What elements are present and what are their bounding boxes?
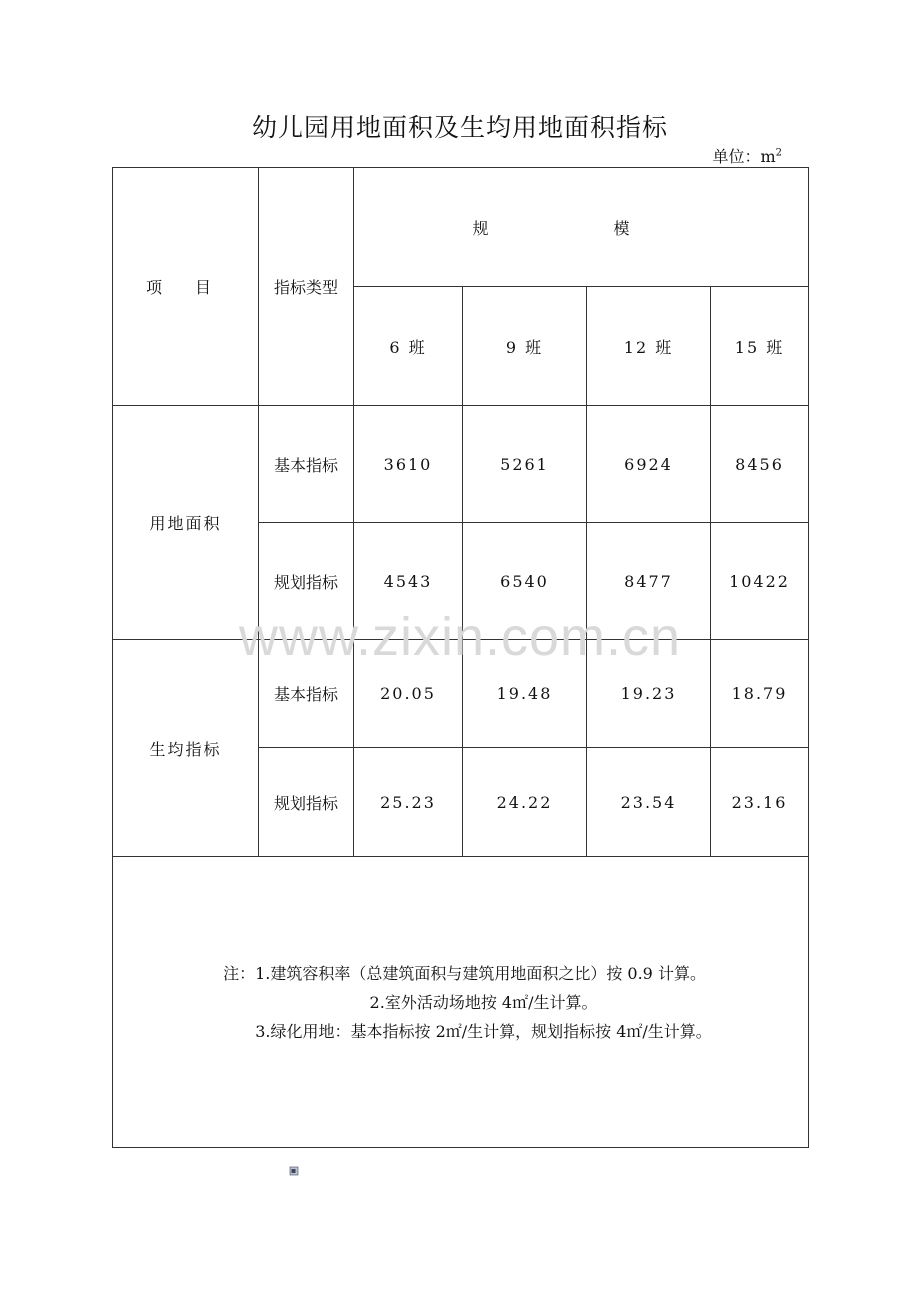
document-icon bbox=[289, 1166, 299, 1176]
row-type: 基本指标 bbox=[259, 406, 354, 523]
row-type: 规划指标 bbox=[259, 523, 354, 640]
table-cell: 20.05 bbox=[354, 640, 463, 748]
section-label-land: 用地面积 bbox=[113, 406, 259, 640]
table-cell: 3610 bbox=[354, 406, 463, 523]
watermark: www.zixin.com.cn bbox=[238, 607, 682, 667]
table-cell: 19.23 bbox=[587, 640, 711, 748]
page-title: 幼儿园用地面积及生均用地面积指标 bbox=[251, 113, 668, 142]
note-line-2: 2.室外活动场地按 4㎡/生计算。 bbox=[369, 992, 598, 1012]
section-label-per-student: 生均指标 bbox=[113, 640, 259, 857]
table-cell: 5261 bbox=[463, 406, 587, 523]
header-col-6: 6 班 bbox=[354, 287, 463, 406]
notes-cell bbox=[113, 857, 809, 1148]
row-type: 基本指标 bbox=[259, 640, 354, 748]
table-cell: 18.79 bbox=[711, 640, 809, 748]
unit-superscript: 2 bbox=[775, 147, 782, 159]
table-cell: 4543 bbox=[354, 523, 463, 640]
header-item: 项 目 bbox=[113, 168, 259, 406]
header-type: 指标类型 bbox=[259, 168, 354, 406]
note-line-1: 注：1.建筑容积率（总建筑面积与建筑用地面积之比）按 0.9 计算。 bbox=[223, 963, 706, 983]
header-col-12: 12 班 bbox=[587, 287, 711, 406]
row-type: 规划指标 bbox=[259, 748, 354, 857]
header-col-15: 15 班 bbox=[711, 287, 809, 406]
table-cell: 19.48 bbox=[463, 640, 587, 748]
table-cell: 24.22 bbox=[463, 748, 587, 857]
unit-text: 单位：m bbox=[712, 147, 776, 166]
table-cell: 23.16 bbox=[711, 748, 809, 857]
unit-label bbox=[712, 144, 782, 167]
table-cell: 23.54 bbox=[587, 748, 711, 857]
indicator-table bbox=[112, 167, 809, 1148]
table-cell: 6924 bbox=[587, 406, 711, 523]
header-scale: 规 模 bbox=[354, 168, 809, 287]
header-col-9: 9 班 bbox=[463, 287, 587, 406]
table-cell: 6540 bbox=[463, 523, 587, 640]
note-line-3: 3.绿化用地：基本指标按 2㎡/生计算，规划指标按 4㎡/生计算。 bbox=[255, 1021, 712, 1041]
table-cell: 8456 bbox=[711, 406, 809, 523]
table-cell: 8477 bbox=[587, 523, 711, 640]
table-cell: 25.23 bbox=[354, 748, 463, 857]
table-cell: 10422 bbox=[711, 523, 809, 640]
